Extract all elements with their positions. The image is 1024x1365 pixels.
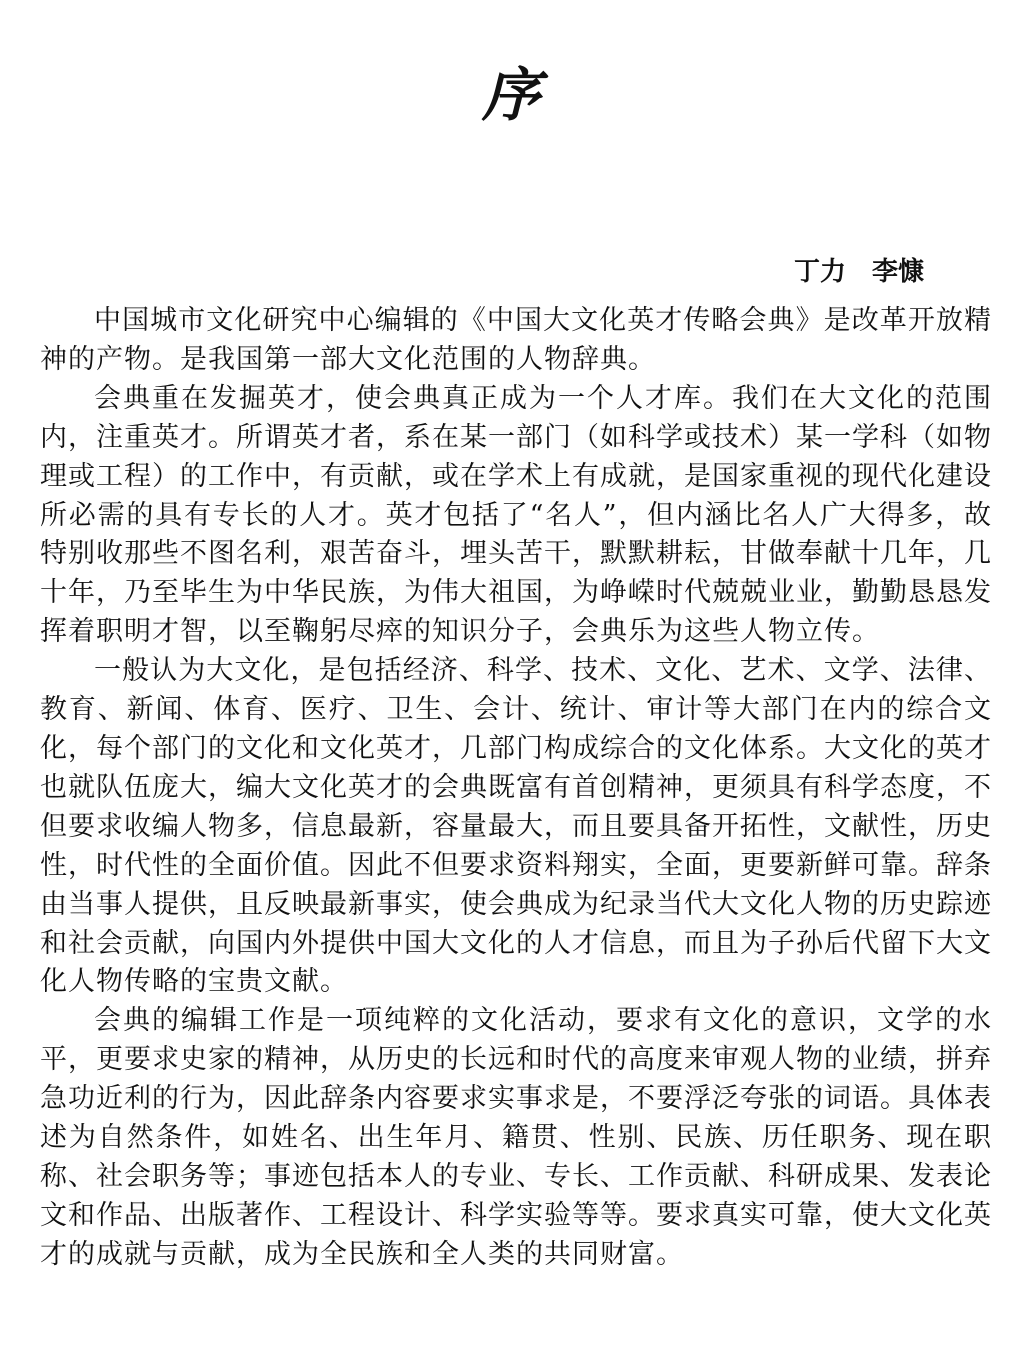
paragraph: 中国城市文化研究中心编辑的《中国大文化英才传略会典》是改革开放精神的产物。是我国第一部大文化范围的人物辞典。 <box>40 305 992 375</box>
page-title: 序 <box>481 61 542 129</box>
author-name: 丁力 <box>793 257 846 287</box>
paragraph: 一般认为大文化，是包括经济、科学、技术、文化、艺术、文学、法律、教育、新闻、体育、医疗、卫生、会计、统计、审计等大部门在内的综合文化，每个部门的文化和文化英才，几部门构成综合的文化体系。大文化的英才也就队伍庞大，编大文化英才的会典既富有首创精神，更须具有科学态度，不但要求收编人物多，信息最新，容量最大，而且要具备开拓性，文献性，历史性，时代性的全面价值。因此不但要求资料翔实，全面，更要新鲜可靠。辞条由当事人提供，且反映最新事实，使会典成为纪录当代大文化人物的历史踪迹和社会贡献，向国内外提供中国大文化的人才信息，而且为子孙后代留下大文化人物传略的宝贵文献。 <box>40 655 992 998</box>
author-name: 李慷 <box>871 257 924 287</box>
authors <box>794 252 924 292</box>
paragraph: 会典的编辑工作是一项纯粹的文化活动，要求有文化的意识，文学的水平，更要求史家的精神，从历史的长远和时代的高度来审观人物的业绩，拼弃急功近利的行为，因此辞条内容要求实事求是，不要浮泛夸张的词语。具体表述为自然条件，如姓名、出生年月、籍贯、性别、民族、历任职务、现在职称、社会职务等；事迹包括本人的专业、专长、工作贡献、科研成果、发表论文和作品、出版著作、工程设计、科学实验等等。要求真实可靠，使大文化英才的成就与贡献，成为全民族和全人类的共同财富。 <box>40 1005 992 1270</box>
paragraph: 会典重在发掘英才，使会典真正成为一个人才库。我们在大文化的范围内，注重英才。所谓英才者，系在某一部门（如科学或技术）某一学科（如物理或工程）的工作中，有贡献，或在学术上有成就，是国家重视的现代化建设所必需的具有专长的人才。英才包括了“名人”，但内涵比名人广大得多，故特别收那些不图名利，艰苦奋斗，埋头苦干，默默耕耘，甘做奉献十几年，几十年，乃至毕生为中华民族，为伟大祖国，为峥嵘时代兢兢业业，勤勤恳恳发挥着职明才智，以至鞠躬尽瘁的知识分子，会典乐为这些人物立传。 <box>40 382 992 648</box>
body-text <box>40 302 992 1275</box>
